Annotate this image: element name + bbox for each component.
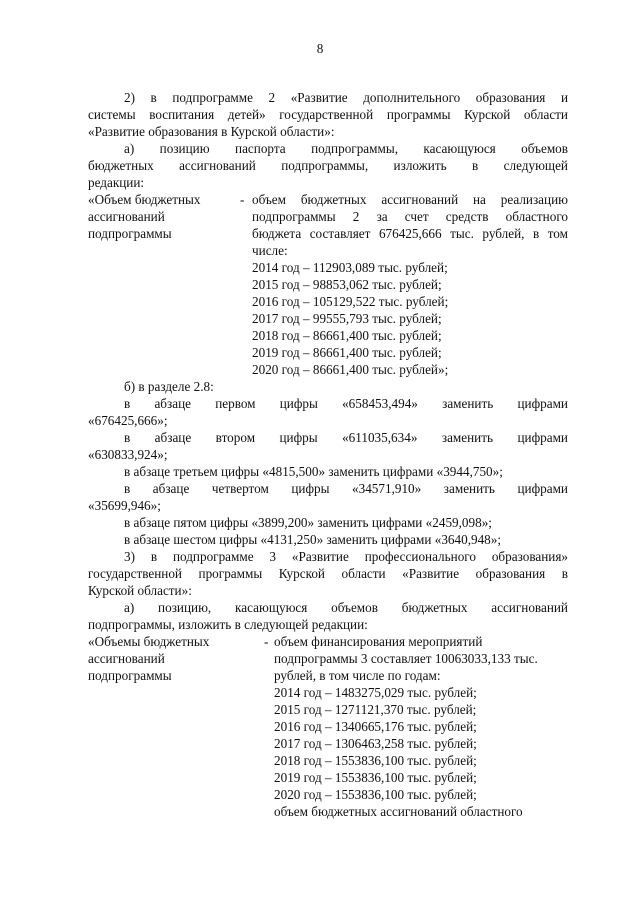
value-line: числе: [252, 243, 288, 258]
paragraph-line: б) в разделе 2.8: [124, 379, 214, 394]
paragraph-line: в абзаце шестом цифры «4131,250» заменить цифрами «3640,948»; [124, 532, 502, 547]
value-line: 2015 год – 1271121,370 тыс. рублей; [274, 702, 477, 717]
passport-dash: - [264, 634, 269, 649]
paragraph-line: системы воспитания детей» государственной программы Курской области [88, 107, 568, 122]
label-line: «Объем бюджетных [88, 192, 201, 207]
passport-label [88, 633, 264, 820]
value-line: подпрограммы 3 составляет 10063033,133 тыс. [274, 651, 538, 666]
value-line: 2018 год – 1553836,100 тыс. рублей; [274, 753, 477, 768]
value-line: подпрограммы 2 за счет средств областного [252, 209, 568, 224]
value-line: 2014 год – 1483275,029 тыс. рублей; [274, 685, 477, 700]
paragraph-line: 3) в подпрограмме 3 «Развитие профессионального образования» [124, 549, 568, 564]
paragraph-line: подпрограммы, изложить в следующей редакции: [88, 617, 368, 632]
value-line: 2019 год – 86661,400 тыс. рублей; [252, 345, 442, 360]
paragraph-line: в абзаце третьем цифры «4815,500» заменить цифрами «3944,750»; [124, 464, 503, 479]
paragraph-line: бюджетных ассигнований подпрограммы, изложить в следующей [88, 158, 568, 173]
page-content [88, 89, 568, 820]
value-line: объем бюджетных ассигнований областного [274, 804, 523, 819]
page-number: 8 [316, 41, 324, 56]
passport-label [88, 191, 240, 378]
value-line: 2016 год – 1340665,176 тыс. рублей; [274, 719, 477, 734]
value-line: 2017 год – 1306463,258 тыс. рублей; [274, 736, 477, 751]
value-line: 2018 год – 86661,400 тыс. рублей; [252, 328, 442, 343]
label-line: ассигнований [88, 209, 165, 224]
paragraph-line: в абзаце втором цифры «611035,634» заменить цифрами [124, 430, 568, 445]
value-line: 2017 год – 99555,793 тыс. рублей; [252, 311, 442, 326]
passport-value [274, 633, 568, 820]
paragraph-line: «Развитие образования в Курской области»: [88, 124, 335, 139]
passport-row-section2 [88, 191, 568, 378]
label-line: подпрограммы [88, 226, 172, 241]
value-line: 2016 год – 105129,522 тыс. рублей; [252, 294, 449, 309]
passport-value [252, 191, 568, 378]
value-line: 2015 год – 98853,062 тыс. рублей; [252, 277, 442, 292]
paragraph-line: Курской области»: [88, 583, 192, 598]
paragraph-line: «630833,924»; [88, 447, 168, 462]
paragraph-line: редакции: [88, 175, 145, 190]
paragraph-line: а) позицию, касающуюся объемов бюджетных ассигнований [124, 600, 568, 615]
value-line: бюджета составляет 676425,666 тыс. рублей, в том [252, 226, 568, 241]
value-line: рублей, в том числе по годам: [274, 668, 441, 683]
value-line: 2020 год – 1553836,100 тыс. рублей; [274, 787, 477, 802]
passport-row-section3 [88, 633, 568, 820]
value-line: 2019 год – 1553836,100 тыс. рублей; [274, 770, 477, 785]
paragraph-line: в абзаце четвертом цифры «34571,910» заменить цифрами [124, 481, 568, 496]
paragraph-line: «676425,666»; [88, 413, 168, 428]
paragraph-line: 2) в подпрограмме 2 «Развитие дополнительного образования и [124, 90, 568, 105]
value-line: объем бюджетных ассигнований на реализацию [252, 192, 568, 207]
paragraph-line: «35699,946»; [88, 498, 161, 513]
paragraph-line: а) позицию паспорта подпрограммы, касающуюся объемов [124, 141, 568, 156]
value-line: 2020 год – 86661,400 тыс. рублей»; [252, 362, 449, 377]
value-line: 2014 год – 112903,089 тыс. рублей; [252, 260, 448, 275]
paragraph-line: в абзаце пятом цифры «3899,200» заменить цифрами «2459,098»; [124, 515, 492, 530]
paragraph-line: в абзаце первом цифры «658453,494» заменить цифрами [124, 396, 568, 411]
passport-dash: - [240, 192, 245, 207]
paragraph-line: государственной программы Курской области «Развитие образования в [88, 566, 568, 581]
label-line: «Объемы бюджетных [88, 634, 210, 649]
label-line: ассигнований [88, 651, 165, 666]
label-line: подпрограммы [88, 668, 172, 683]
value-line: объем финансирования мероприятий [274, 634, 483, 649]
